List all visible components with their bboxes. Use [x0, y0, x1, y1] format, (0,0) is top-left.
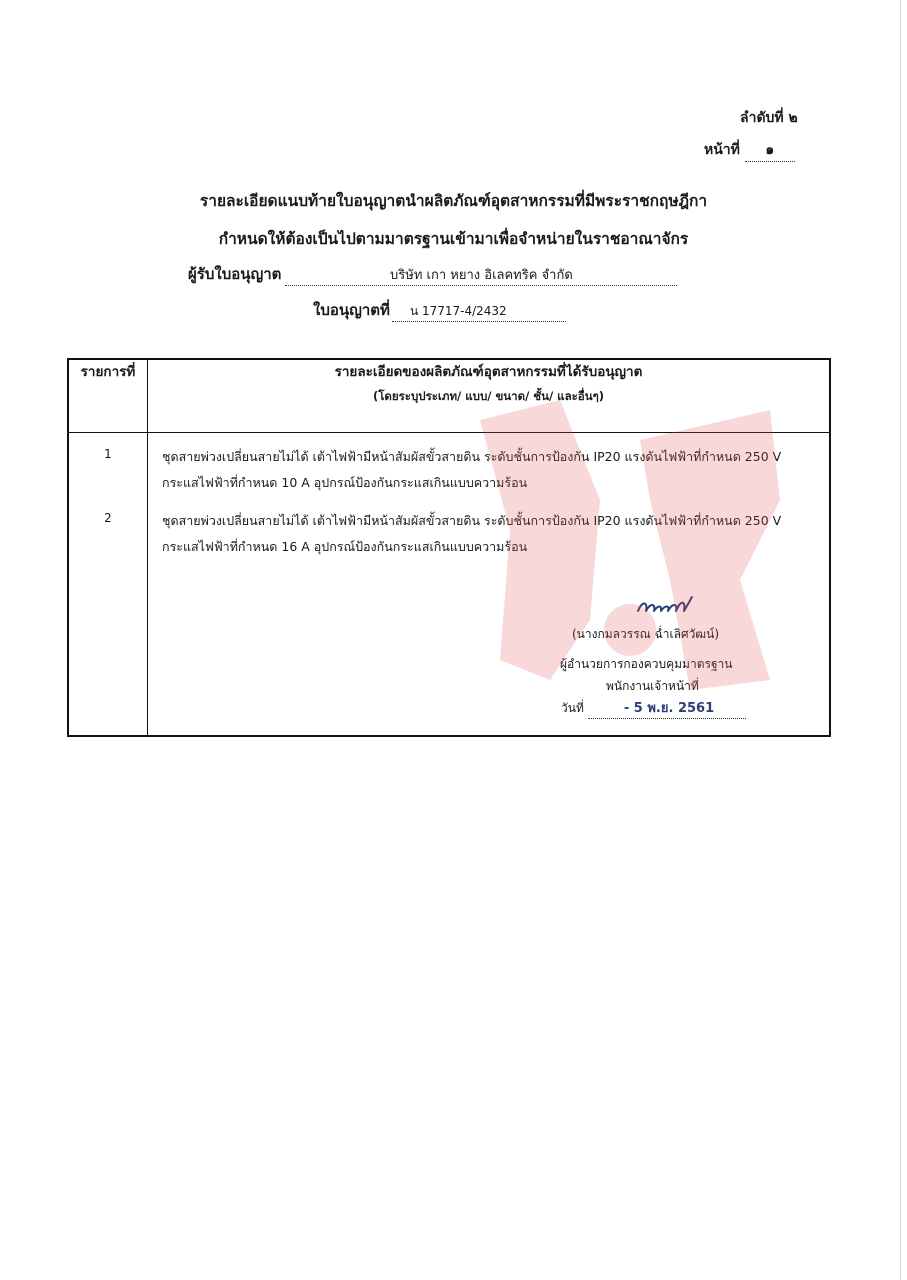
- item-number-cell: [68, 433, 148, 737]
- recipient-value: บริษัท เกา หยาง อิเลคทริค จำกัด: [285, 264, 677, 286]
- page-number-line: [704, 139, 795, 162]
- description-cell: [148, 433, 831, 737]
- signature-mark: [634, 593, 700, 619]
- item-description-line: กระแสไฟฟ้าที่กำหนด 16 A อุปกรณ์ป้องกันกระแสเกินแบบความร้อน: [162, 539, 528, 554]
- signer-name: (นางกมลวรรณ ฉ่ำเลิศวัฒน์): [572, 627, 720, 641]
- recipient-line: [188, 262, 677, 286]
- signer-position: ผู้อำนวยการกองควบคุมมาตรฐาน: [560, 657, 733, 671]
- recipient-label: ผู้รับใบอนุญาต: [188, 265, 282, 283]
- column-header-description-subtitle: (โดยระบุประเภท/ แบบ/ ขนาด/ ชั้น/ และอื่นๆ): [372, 389, 605, 403]
- item-number: 2: [104, 511, 112, 525]
- signature-date-value: - 5 พ.ย. 2561: [588, 697, 746, 719]
- page-number-label: หน้าที่: [704, 142, 740, 158]
- item-number: 1: [104, 447, 112, 461]
- license-value: น 17717-4/2432: [392, 302, 566, 322]
- column-header-description: [148, 359, 831, 433]
- item-description-line: กระแสไฟฟ้าที่กำหนด 10 A อุปกรณ์ป้องกันกระแสเกินแบบความร้อน: [162, 475, 528, 490]
- table-body-row: [68, 433, 830, 737]
- column-header-item-no: รายการที่: [68, 359, 148, 433]
- signature-date-label: วันที่: [561, 701, 584, 715]
- license-line: [313, 298, 566, 322]
- signer-role: พนักงานเจ้าหน้าที่: [606, 679, 699, 693]
- document-title-line1: รายละเอียดแนบท้ายใบอนุญาตนำผลิตภัณฑ์อุตสาหกรรมที่มีพระราชกฤษฎีกา: [199, 192, 708, 210]
- item-description-line: ชุดสายพ่วงเปลี่ยนสายไม่ได้ เต้าไฟฟ้ามีหน้าสัมผัสขั้วสายดิน ระดับชั้นการป้องกัน IP20 แรงดันไฟฟ้าที่กำหนด 250 V: [162, 449, 782, 464]
- item-description-line: ชุดสายพ่วงเปลี่ยนสายไม่ได้ เต้าไฟฟ้ามีหน้าสัมผัสขั้วสายดิน ระดับชั้นการป้องกัน IP20 แรงดันไฟฟ้าที่กำหนด 250 V: [162, 513, 782, 528]
- document-title-line2: กำหนดให้ต้องเป็นไปตามมาตรฐานเข้ามาเพื่อจำหน่ายในราชอาณาจักร: [218, 230, 689, 248]
- product-details-table: [67, 358, 831, 737]
- column-header-description-title: รายละเอียดของผลิตภัณฑ์อุตสาหกรรมที่ได้รับอนุญาต: [334, 364, 643, 380]
- table-header-row: [68, 359, 830, 433]
- signature-text: กมลวง: [634, 593, 637, 594]
- license-label: ใบอนุญาตที่: [313, 301, 390, 319]
- signature-date-line: [561, 697, 746, 719]
- sequence-number: ลำดับที่ ๒: [740, 110, 798, 126]
- page-number-value: ๑: [745, 139, 795, 162]
